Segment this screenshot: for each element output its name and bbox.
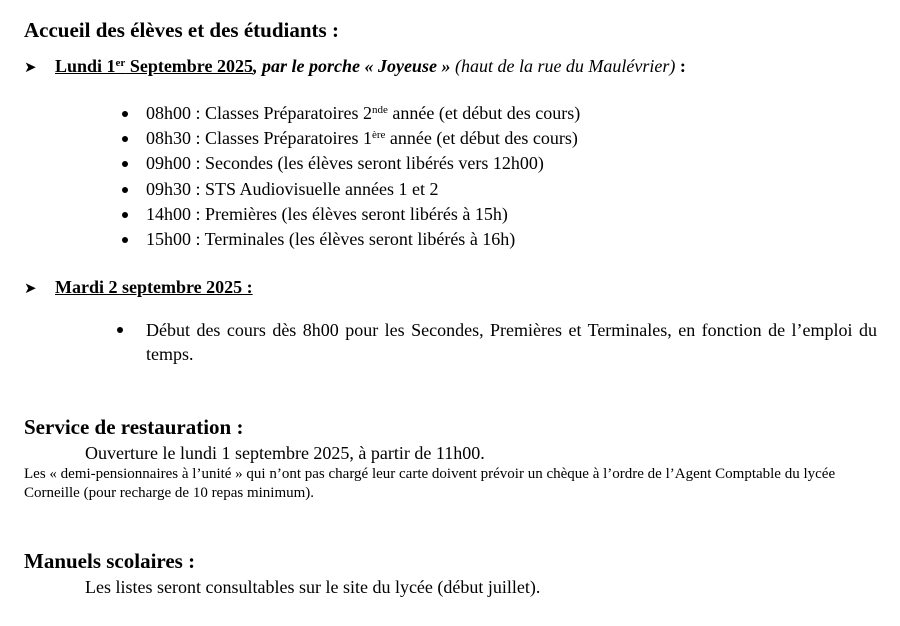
- arrow-bullet-icon: ➤: [24, 60, 37, 76]
- restauration-opening: Ouverture le lundi 1 septembre 2025, à partir de 11h00.: [85, 443, 485, 463]
- round-bullet-icon: [122, 136, 128, 142]
- round-bullet-icon: [122, 187, 128, 193]
- day1-location: (haut de la rue du Maulévrier): [450, 56, 676, 76]
- day1-schedule-list: [120, 101, 580, 252]
- manuels-text: Les listes seront consultables sur le site du lycée (début juillet).: [85, 577, 541, 597]
- restauration-note: Les « demi-pensionnaires à l’unité » qui n’ont pas chargé leur carte doivent prévoir un chèque à l’ordre de l’Agent Comptable du lycée Corneille (pour recharge de 10 repas minimum).: [24, 466, 836, 501]
- day1-porche: , par le porche « Joyeuse »: [252, 56, 451, 76]
- list-item: 08h30 : Classes Préparatoires 1ère année (et début des cours): [120, 126, 580, 151]
- list-item: 15h00 : Terminales (les élèves seront libérés à 16h): [120, 227, 580, 252]
- round-bullet-icon: [122, 111, 128, 117]
- round-bullet-icon: [122, 212, 128, 218]
- arrow-bullet-icon: ➤: [24, 281, 37, 297]
- day2-list: [117, 318, 877, 366]
- round-bullet-icon: [122, 161, 128, 167]
- accueil-heading: Accueil des élèves et des étudiants :: [24, 18, 339, 42]
- round-bullet-icon: [122, 237, 128, 243]
- restauration-heading: Service de restauration :: [24, 415, 244, 439]
- list-item: 09h30 : STS Audiovisuelle années 1 et 2: [120, 177, 580, 202]
- list-item: [117, 318, 877, 366]
- day1-line: [24, 54, 686, 80]
- day2-date: Mardi 2 septembre 2025 :: [55, 277, 253, 297]
- day1-date: Lundi 1er Septembre 2025: [55, 56, 253, 76]
- list-item: 08h00 : Classes Préparatoires 2nde année (et début des cours): [120, 101, 580, 126]
- round-bullet-icon: [117, 327, 123, 333]
- day2-line: [24, 275, 253, 301]
- manuels-heading: Manuels scolaires :: [24, 549, 196, 573]
- list-item: 09h00 : Secondes (les élèves seront libérés vers 12h00): [120, 151, 580, 176]
- day1-colon: :: [675, 56, 686, 76]
- list-item: 14h00 : Premières (les élèves seront libérés à 15h): [120, 202, 580, 227]
- day2-item-text: Début des cours dès 8h00 pour les Secondes, Premières et Terminales, en fonction de l’emploi du temps.: [146, 320, 877, 364]
